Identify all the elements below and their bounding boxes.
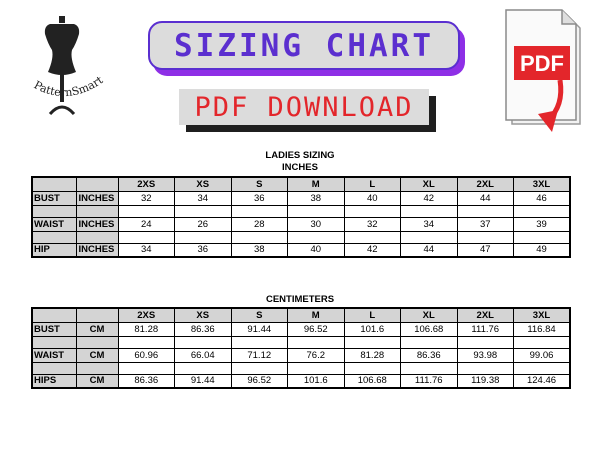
row-label: BUST — [32, 322, 76, 336]
table-cell: 86.36 — [175, 322, 232, 336]
size-header: S — [231, 177, 288, 191]
table-cell: 101.6 — [344, 322, 401, 336]
table-cell: 91.44 — [231, 322, 288, 336]
svg-text:PatternSmart — [32, 73, 106, 99]
table-row-waist — [32, 217, 570, 231]
table-cell: 42 — [344, 243, 401, 257]
table-cell: 60.96 — [118, 348, 175, 362]
row-label: WAIST — [32, 217, 76, 231]
row-label: HIPS — [32, 374, 76, 388]
header-corner-cell — [76, 177, 118, 191]
table-cell: 124.46 — [514, 374, 571, 388]
table-row-hips — [32, 374, 570, 388]
table-cell: 119.38 — [457, 374, 514, 388]
table-row-hip — [32, 243, 570, 257]
table-cell: 38 — [288, 191, 345, 205]
row-unit: CM — [76, 348, 118, 362]
size-header: 2XL — [457, 308, 514, 322]
table-cell: 96.52 — [231, 374, 288, 388]
size-header: XS — [175, 177, 232, 191]
row-unit: INCHES — [76, 191, 118, 205]
table-cell: 101.6 — [288, 374, 345, 388]
table-row-bust — [32, 191, 570, 205]
size-header: XL — [401, 177, 458, 191]
header-corner-cell — [32, 177, 76, 191]
table-cell: 40 — [344, 191, 401, 205]
table-cell: 44 — [401, 243, 458, 257]
pattern-smart-logo — [22, 14, 112, 122]
table-cell: 91.44 — [175, 374, 232, 388]
table-cell: 37 — [457, 217, 514, 231]
table-unit-heading-centimeters: CENTIMETERS — [265, 294, 335, 305]
size-header: XL — [401, 308, 458, 322]
header-corner-cell — [76, 308, 118, 322]
table-cell: 96.52 — [288, 322, 345, 336]
table-cell: 111.76 — [401, 374, 458, 388]
table-unit-heading-inches: INCHES — [282, 162, 318, 173]
table-cell: 36 — [175, 243, 232, 257]
size-header: M — [288, 177, 345, 191]
table-cell: 46 — [514, 191, 571, 205]
row-unit: CM — [76, 322, 118, 336]
table-cell: 47 — [457, 243, 514, 257]
table-cell: 93.98 — [457, 348, 514, 362]
table-cell: 34 — [401, 217, 458, 231]
table-cell: 38 — [231, 243, 288, 257]
table-cell: 24 — [118, 217, 175, 231]
table-cell: 26 — [175, 217, 232, 231]
pdf-download-icon-group[interactable] — [500, 8, 592, 138]
size-header: XS — [175, 308, 232, 322]
pdf-file-download-icon — [500, 8, 592, 138]
table-spacer-row — [32, 231, 570, 243]
header-corner-cell — [32, 308, 76, 322]
table-cell: 81.28 — [344, 348, 401, 362]
size-header: S — [231, 308, 288, 322]
table-cell: 39 — [514, 217, 571, 231]
table-header-row — [32, 177, 570, 191]
size-header: M — [288, 308, 345, 322]
table-spacer-row — [32, 362, 570, 374]
table-cell: 86.36 — [118, 374, 175, 388]
table-cell: 36 — [231, 191, 288, 205]
table-cell: 111.76 — [457, 322, 514, 336]
table-cell: 32 — [118, 191, 175, 205]
table-spacer-row — [32, 336, 570, 348]
table-cell: 106.68 — [401, 322, 458, 336]
page-title: SIZING CHART — [174, 27, 434, 64]
table-cell: 30 — [288, 217, 345, 231]
row-unit: CM — [76, 374, 118, 388]
table-header-row — [32, 308, 570, 322]
table-cell: 32 — [344, 217, 401, 231]
size-header: 3XL — [514, 308, 571, 322]
size-header: 2XS — [118, 177, 175, 191]
pdf-badge-text: PDF — [520, 51, 564, 76]
table-row-bust — [32, 322, 570, 336]
table-cell: 86.36 — [401, 348, 458, 362]
table-cell: 44 — [457, 191, 514, 205]
logo-brand-text: PatternSmart — [31, 73, 106, 100]
pdf-download-banner[interactable] — [179, 89, 429, 125]
table-cell: 66.04 — [175, 348, 232, 362]
table-title-ladies-sizing: LADIES SIZING — [265, 150, 335, 161]
table-cell: 81.28 — [118, 322, 175, 336]
table-cell: 40 — [288, 243, 345, 257]
table-spacer-row — [32, 205, 570, 217]
table-cell: 34 — [175, 191, 232, 205]
dress-form-icon — [22, 14, 112, 122]
table-cell: 49 — [514, 243, 571, 257]
row-label: HIP — [32, 243, 76, 257]
table-row-waist — [32, 348, 570, 362]
inches-sizing-table — [31, 176, 571, 258]
table-cell: 99.06 — [514, 348, 571, 362]
table-cell: 34 — [118, 243, 175, 257]
centimeters-sizing-table — [31, 307, 571, 389]
row-unit: INCHES — [76, 243, 118, 257]
row-label: BUST — [32, 191, 76, 205]
size-header: L — [344, 308, 401, 322]
table-cell: 76.2 — [288, 348, 345, 362]
row-unit: INCHES — [76, 217, 118, 231]
table-cell: 28 — [231, 217, 288, 231]
size-header: 3XL — [514, 177, 571, 191]
table-cell: 71.12 — [231, 348, 288, 362]
row-label: WAIST — [32, 348, 76, 362]
size-header: L — [344, 177, 401, 191]
size-header: 2XL — [457, 177, 514, 191]
pdf-download-label: PDF DOWNLOAD — [194, 91, 414, 123]
title-banner — [148, 21, 460, 70]
table-cell: 106.68 — [344, 374, 401, 388]
table-cell: 116.84 — [514, 322, 571, 336]
table-cell: 42 — [401, 191, 458, 205]
size-header: 2XS — [118, 308, 175, 322]
